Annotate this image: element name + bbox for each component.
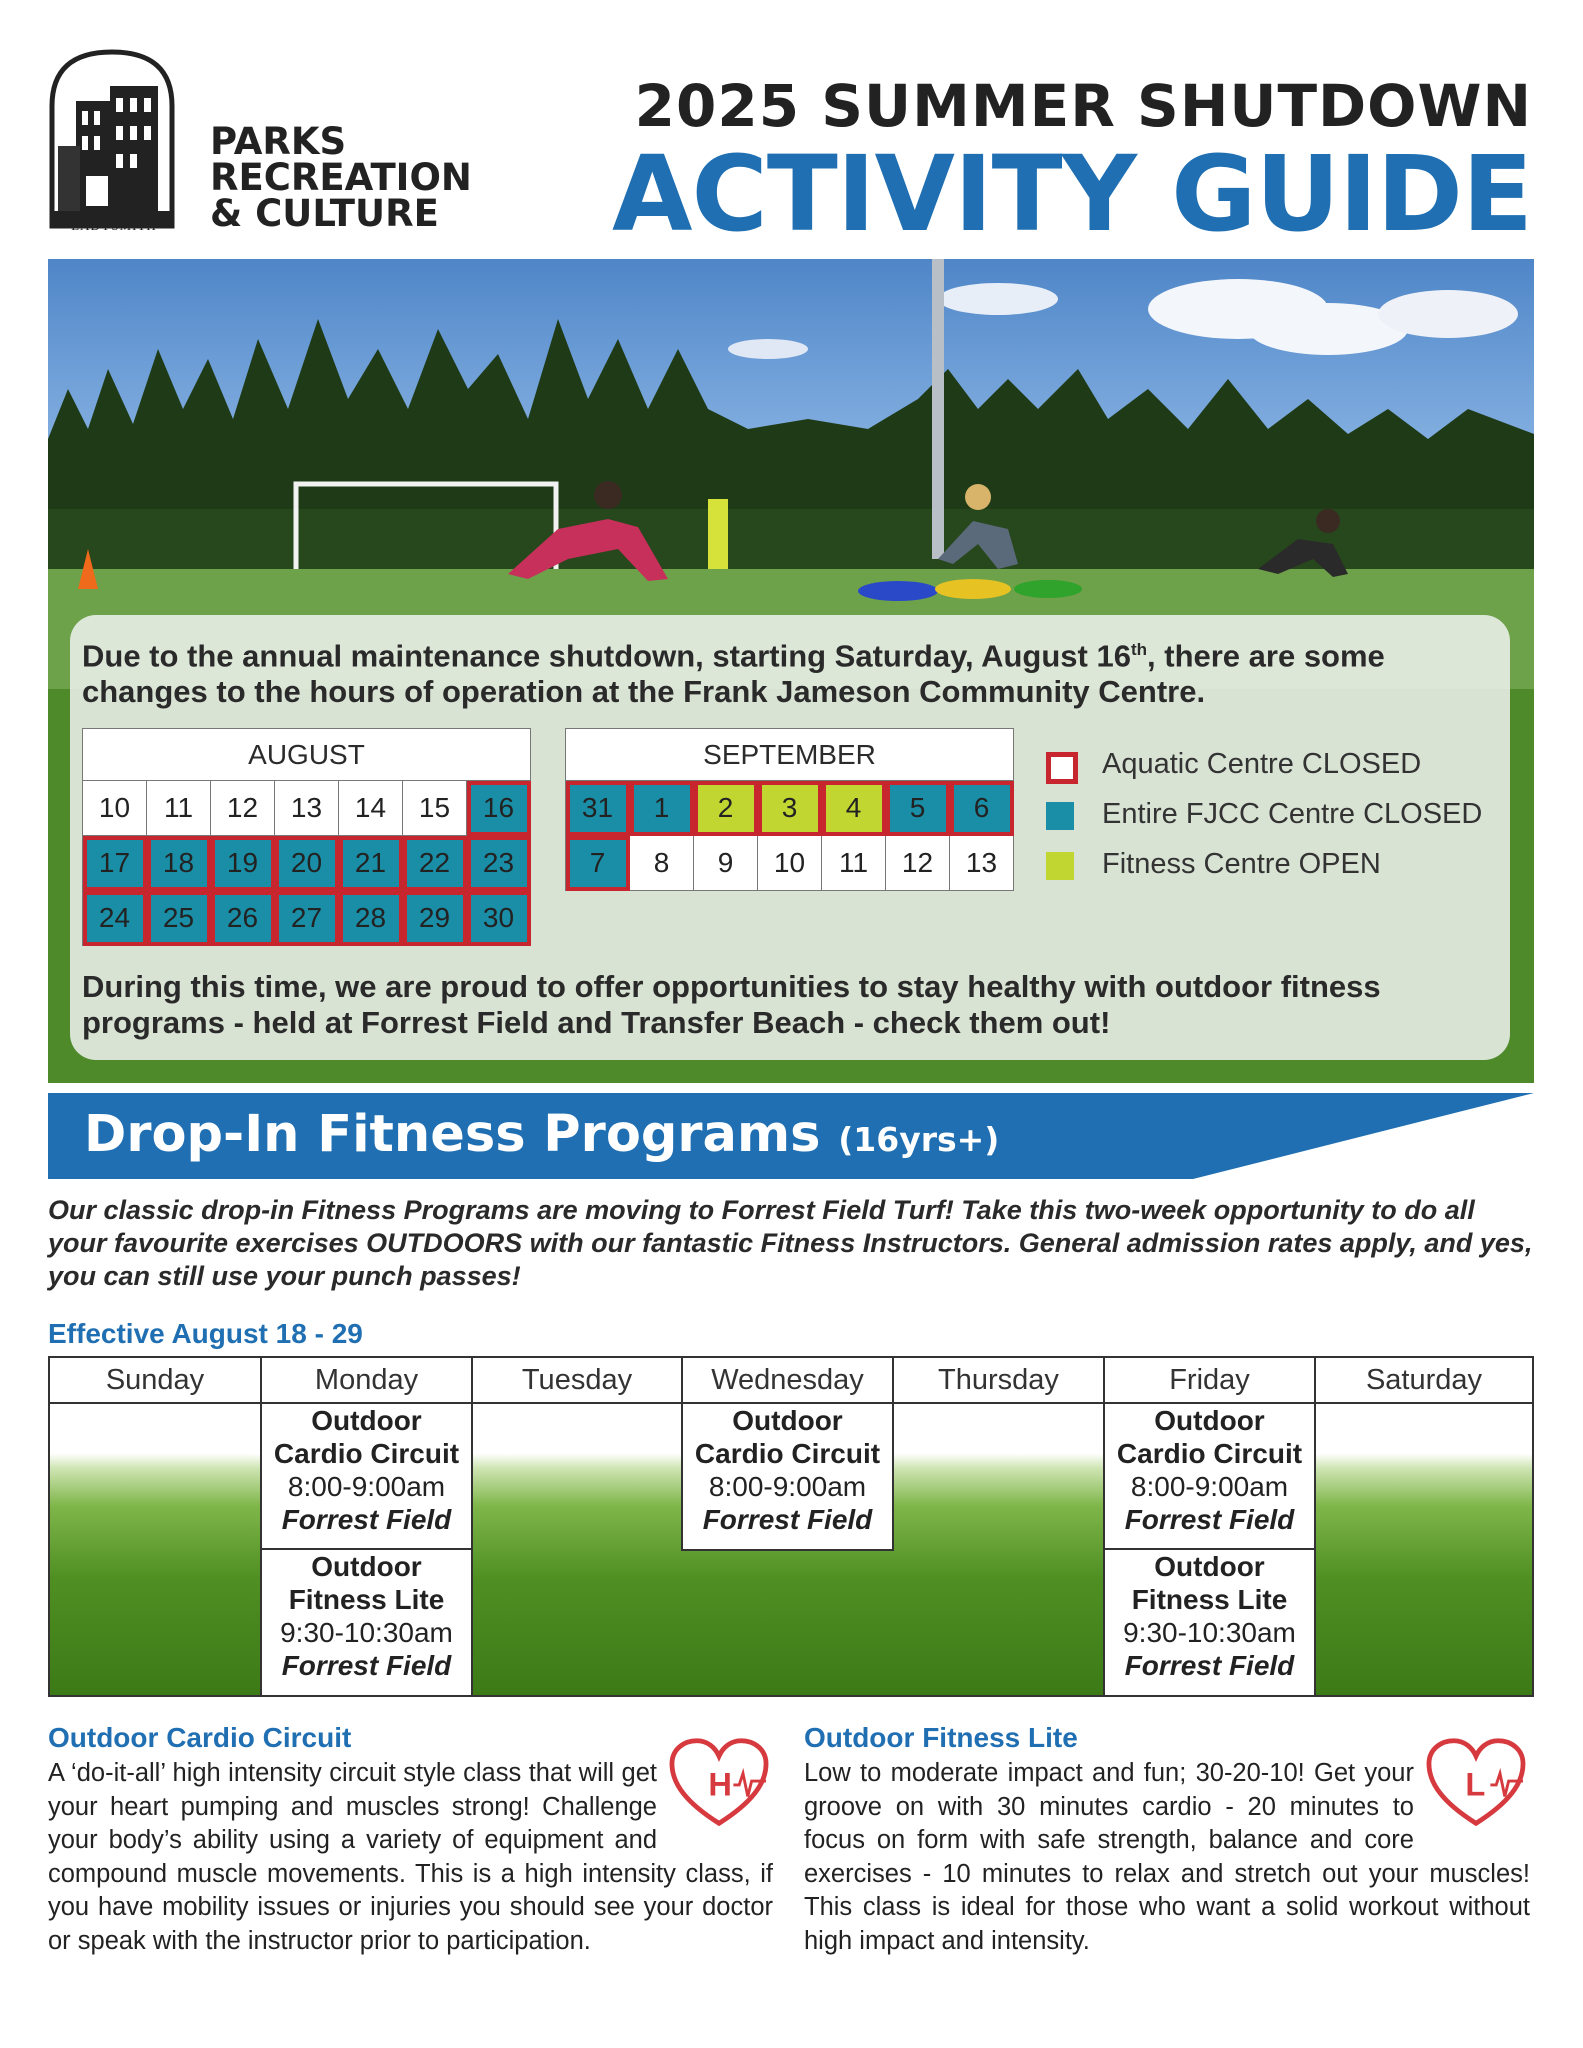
calendar-month-label: SEPTEMBER	[566, 729, 1014, 781]
weekly-schedule	[48, 1356, 1534, 1697]
calendar-day: 3	[758, 781, 822, 836]
cardio-description-body: A ‘do-it-all’ high intensity circuit style class that will get your heart pumping and muscles strong! Challenge your body’s ability using a variety of equipment and compound muscle movements. This is a high intensity class, if you have mobility issues or injuries you should see your doctor or speak with the instructor prior to participation.	[48, 1759, 773, 1955]
notice-footer: During this time, we are proud to offer opportunities to stay healthy with outdoor fitness programs - held at Forrest Field and Transfer Beach - check them out!	[82, 969, 1381, 1040]
class-name: Cardio Circuit	[694, 1438, 881, 1469]
calendar-day: 22	[403, 836, 467, 891]
calendar-day: 10	[758, 836, 822, 891]
lite-description-title: Outdoor Fitness Lite	[804, 1722, 1078, 1753]
heart-low-intensity-icon	[1422, 1735, 1530, 1831]
calendar-day: 1	[630, 781, 694, 836]
class-cell-friday-cardio[interactable]	[1103, 1402, 1316, 1551]
calendar-day: 27	[275, 891, 339, 946]
heart-icon-letter: H	[708, 1765, 733, 1803]
day-header-thursday: Thursday	[894, 1358, 1105, 1404]
calendar-day: 29	[403, 891, 467, 946]
class-name: Outdoor	[311, 1405, 422, 1436]
age-requirement: (16yrs+)	[838, 1120, 1000, 1159]
class-name: Cardio Circuit	[1116, 1438, 1303, 1469]
notice-text-part: , there are some changes to the hours of operation at the Frank Jameson Community Centre.	[82, 638, 1385, 710]
calendar-day: 5	[886, 781, 950, 836]
calendar-day: 13	[275, 781, 339, 836]
calendar-day: 4	[822, 781, 886, 836]
calendar-september	[565, 728, 1014, 891]
calendar-day: 28	[339, 891, 403, 946]
class-location: Forrest Field	[1124, 1650, 1295, 1681]
class-location: Forrest Field	[281, 1504, 452, 1535]
org-name-line: RECREATION	[210, 156, 472, 199]
class-cell-friday-lite[interactable]	[1103, 1548, 1316, 1697]
org-name	[210, 120, 472, 235]
legend-label: Aquatic Centre CLOSED	[1102, 748, 1422, 780]
ladysmith-logo	[46, 46, 178, 232]
day-header-tuesday: Tuesday	[473, 1358, 683, 1404]
org-name-line: & CULTURE	[210, 192, 439, 235]
day-header-sunday: Sunday	[50, 1358, 262, 1404]
legend-swatch-fitness-open	[1046, 852, 1074, 880]
cardio-description-title: Outdoor Cardio Circuit	[48, 1722, 352, 1753]
section-title-text: Drop-In Fitness Programs	[84, 1105, 821, 1164]
calendar-day: 10	[83, 781, 147, 836]
calendar-day: 7	[566, 836, 630, 891]
class-time: 9:30-10:30am	[1123, 1617, 1296, 1648]
legend-swatch-aquatic-closed	[1046, 752, 1078, 784]
legend-label: Fitness Centre OPEN	[1102, 848, 1381, 880]
calendar-day: 30	[467, 891, 531, 946]
calendar-day: 11	[147, 781, 211, 836]
class-time: 8:00-9:00am	[287, 1471, 446, 1502]
day-header-wednesday: Wednesday	[683, 1358, 894, 1404]
calendar-day: 31	[566, 781, 630, 836]
class-name: Outdoor	[732, 1405, 843, 1436]
day-header-monday: Monday	[262, 1358, 473, 1404]
page-title: ACTIVITY GUIDE	[612, 133, 1532, 255]
calendar-day: 23	[467, 836, 531, 891]
legend-swatch-fjcc-closed	[1046, 802, 1074, 830]
calendar-week-row	[566, 781, 1014, 836]
logo-caption: LADYSMITH	[71, 218, 157, 233]
calendar-day: 12	[211, 781, 275, 836]
calendar-week-row	[83, 781, 531, 836]
calendar-day: 26	[211, 891, 275, 946]
lite-description-text	[804, 1757, 1530, 1959]
calendar-week-row	[566, 836, 1014, 891]
programs-intro: Our classic drop-in Fitness Programs are moving to Forrest Field Turf! Take this two-week opportunity to do all your favourite exercises OUTDOORS with our fantastic Fitness Instructors. General admission rates apply, and yes, you can still use your punch passes!	[48, 1195, 1533, 1291]
calendar-day: 16	[467, 781, 531, 836]
class-time: 9:30-10:30am	[280, 1617, 453, 1648]
calendar-day: 24	[83, 891, 147, 946]
day-header-friday: Friday	[1105, 1358, 1316, 1404]
calendar-day: 14	[339, 781, 403, 836]
class-name: Fitness Lite	[1131, 1584, 1288, 1615]
class-location: Forrest Field	[1124, 1504, 1295, 1535]
org-name-line: PARKS	[210, 120, 347, 163]
class-name: Outdoor	[1154, 1405, 1265, 1436]
calendar-day: 8	[630, 836, 694, 891]
title-subheading: 2025 SUMMER SHUTDOWN	[634, 72, 1532, 140]
calendar-day: 18	[147, 836, 211, 891]
calendar-day: 15	[403, 781, 467, 836]
calendar-august	[82, 728, 531, 946]
calendar-day: 9	[694, 836, 758, 891]
calendar-day: 19	[211, 836, 275, 891]
calendar-day: 17	[83, 836, 147, 891]
class-time: 8:00-9:00am	[708, 1471, 867, 1502]
calendar-week-row	[83, 891, 531, 946]
class-name: Outdoor	[1154, 1551, 1265, 1582]
class-name: Cardio Circuit	[273, 1438, 460, 1469]
calendar-day: 6	[950, 781, 1014, 836]
calendar-day: 2	[694, 781, 758, 836]
class-name: Fitness Lite	[288, 1584, 445, 1615]
calendar-week-row	[83, 836, 531, 891]
day-header-saturday: Saturday	[1316, 1358, 1532, 1404]
notice-text-superscript: th	[1130, 640, 1148, 659]
calendar-day: 21	[339, 836, 403, 891]
notice-text	[82, 632, 1512, 710]
calendar-day: 12	[886, 836, 950, 891]
cardio-description-text	[48, 1757, 773, 1959]
notice-text-part: Due to the annual maintenance shutdown, starting Saturday, August 16	[82, 638, 1131, 674]
calendar-day: 13	[950, 836, 1014, 891]
effective-dates: Effective August 18 - 29	[48, 1318, 363, 1349]
calendar-day: 25	[147, 891, 211, 946]
class-location: Forrest Field	[702, 1504, 873, 1535]
class-name: Outdoor	[311, 1551, 422, 1582]
calendar-day: 20	[275, 836, 339, 891]
legend-label: Entire FJCC Centre CLOSED	[1102, 798, 1483, 830]
heart-high-intensity-icon	[665, 1735, 773, 1831]
class-location: Forrest Field	[281, 1650, 452, 1681]
section-title	[84, 1100, 999, 1175]
class-cell-monday-lite[interactable]	[260, 1548, 473, 1697]
class-cell-wednesday-cardio[interactable]	[681, 1402, 894, 1551]
class-cell-monday-cardio[interactable]	[260, 1402, 473, 1551]
calendar-month-label: AUGUST	[83, 729, 531, 781]
class-time: 8:00-9:00am	[1130, 1471, 1289, 1502]
calendar-day: 11	[822, 836, 886, 891]
lite-description-body: Low to moderate impact and fun; 30-20-10! Get your groove on with 30 minutes cardio - 20 minutes to focus on form with safe strength, balance and core exercises - 10 minutes to relax and stretch out your muscles! This class is ideal for those who want a solid workout without high impact and intensity.	[804, 1759, 1530, 1955]
heart-icon-letter: L	[1465, 1765, 1486, 1803]
